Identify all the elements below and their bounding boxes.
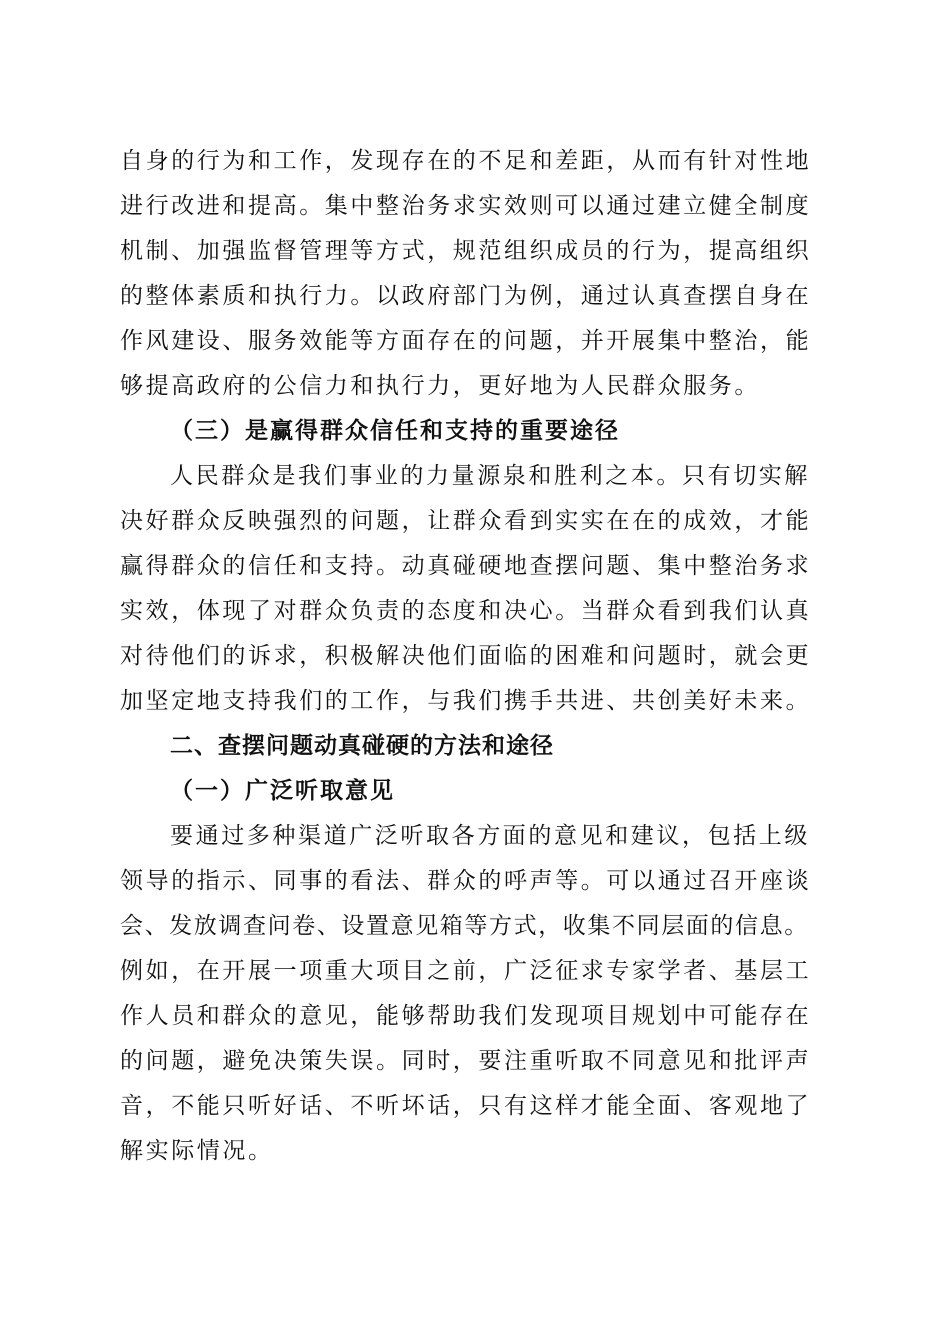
- paragraph-line: 领导的指示、同事的看法、群众的呼声等。可以通过召开座谈: [120, 868, 812, 894]
- paragraph-line: 赢得群众的信任和支持。动真碰硬地查摆问题、集中整治务求: [120, 553, 812, 579]
- paragraph-line: 音，不能只听好话、不听坏话，只有这样才能全面、客观地了: [120, 1093, 812, 1119]
- subheading-3: （三）是赢得群众信任和支持的重要途径: [170, 417, 620, 444]
- paragraph-line: 人民群众是我们事业的力量源泉和胜利之本。只有切实解: [170, 463, 810, 489]
- paragraph-line: 进行改进和提高。集中整治务求实效则可以通过建立健全制度: [120, 193, 812, 219]
- paragraph-line: 的问题，避免决策失误。同时，要注重听取不同意见和批评声: [120, 1048, 812, 1074]
- paragraph-line: 会、发放调查问卷、设置意见箱等方式，收集不同层面的信息。: [120, 913, 809, 939]
- paragraph-line: 决好群众反映强烈的问题，让群众看到实实在在的成效，才能: [120, 508, 812, 534]
- paragraph-line: 够提高政府的公信力和执行力，更好地为人民群众服务。: [120, 373, 760, 399]
- paragraph-line: 机制、加强监督管理等方式，规范组织成员的行为，提高组织: [120, 238, 812, 264]
- subheading-1: （一）广泛听取意见: [170, 777, 395, 804]
- paragraph-line: 作风建设、服务效能等方面存在的问题，并开展集中整治，能: [120, 328, 812, 354]
- paragraph-line: 实效，体现了对群众负责的态度和决心。当群众看到我们认真: [120, 598, 812, 624]
- paragraph-line: 的整体素质和执行力。以政府部门为例，通过认真查摆自身在: [120, 283, 812, 309]
- paragraph-line: 例如，在开展一项重大项目之前，广泛征求专家学者、基层工: [120, 958, 812, 984]
- paragraph-line: 自身的行为和工作，发现存在的不足和差距，从而有针对性地: [120, 148, 812, 174]
- paragraph-line: 加坚定地支持我们的工作，与我们携手共进、共创美好未来。: [120, 688, 812, 714]
- paragraph-line: 作人员和群众的意见，能够帮助我们发现项目规划中可能存在: [120, 1003, 812, 1029]
- paragraph-line: 对待他们的诉求，积极解决他们面临的困难和问题时，就会更: [120, 643, 812, 669]
- section-heading: 二、查摆问题动真碰硬的方法和途径: [170, 733, 554, 759]
- paragraph-line: 要通过多种渠道广泛听取各方面的意见和建议，包括上级: [170, 823, 810, 849]
- paragraph-line: 解实际情况。: [120, 1138, 274, 1164]
